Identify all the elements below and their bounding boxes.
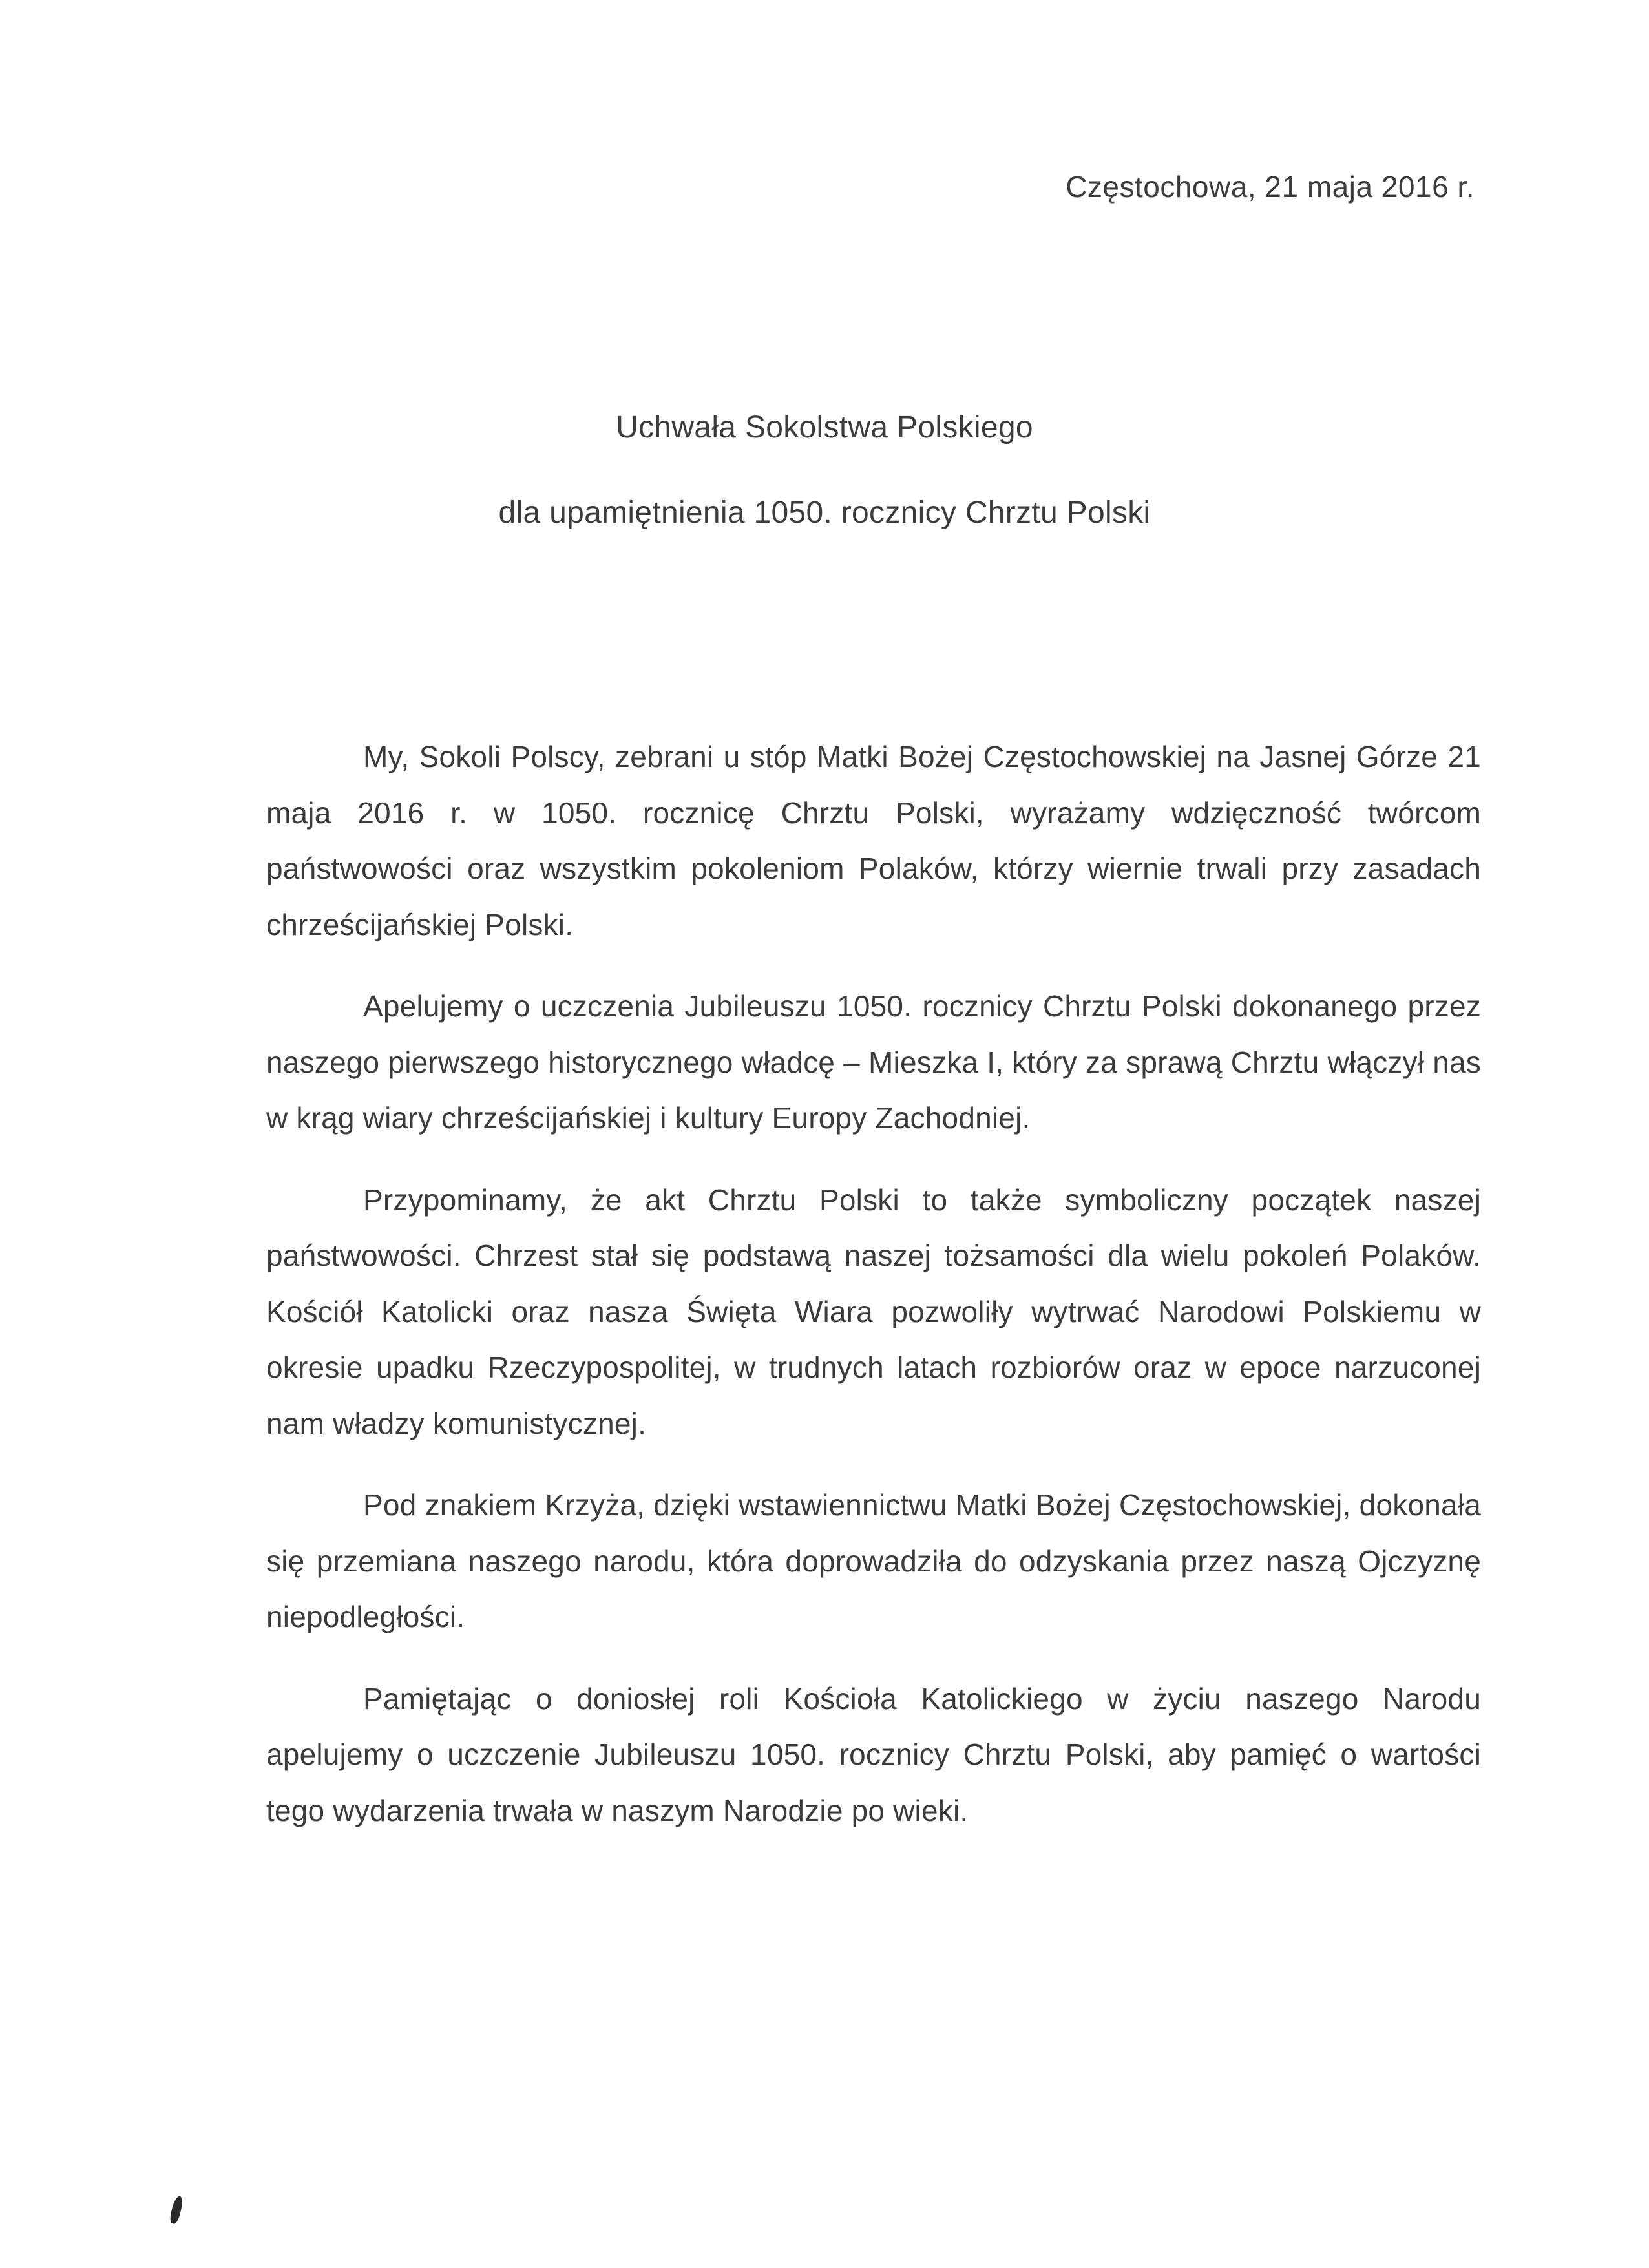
place-and-date: Częstochowa, 21 maja 2016 r. [1066, 170, 1475, 204]
ink-speck [169, 2195, 184, 2225]
paragraph-5: Pamiętając o doniosłej roli Kościoła Katolickiego w życiu naszego Narodu apelujemy o uczczenie Jubileuszu 1050. rocznicy Chrztu Polski, aby pamięć o wartości tego wydarzenia trwała w naszym Narodzie po wieki. [266, 1681, 1481, 1827]
paragraph-4: Pod znakiem Krzyża, dzięki wstawiennictwu Matki Bożej Częstochowskiej, dokonała się przemiana naszego narodu, która doprowadziła do odzyskania przez naszą Ojczyznę niepodległości. [266, 1488, 1481, 1633]
title-line-2: dla upamiętnienia 1050. rocznicy Chrztu Polski [498, 496, 1151, 530]
title-line-1: Uchwała Sokolstwa Polskiego [616, 410, 1033, 445]
paragraph-2: Apelujemy o uczczenia Jubileuszu 1050. rocznicy Chrztu Polski dokonanego przez naszego pierwszego historycznego władcę – Mieszka I, który za sprawą Chrztu włączył nas w krąg wiary chrześcijańskiej i kultury Europy Zachodniej. [266, 989, 1481, 1135]
resolution-title [0, 408, 1649, 579]
paragraph-3: Przypominamy, że akt Chrztu Polski to także symboliczny początek naszej państwowości. Chrzest stał się podstawą naszej tożsamości dla wielu pokoleń Polaków. Kościół Katolicki oraz nasza Święta Wiara pozwoliły wytrwać Narodowi Polskiemu w okresie upadku Rzeczypospolitej, w trudnych latach rozbiorów oraz w epoce narzuconej nam władzy komunistycznej. [266, 1182, 1481, 1440]
paragraph-1: My, Sokoli Polscy, zebrani u stóp Matki Bożej Częstochowskiej na Jasnej Górze 21 maja 2016 r. w 1050. rocznicę Chrztu Polski, wyrażamy wdzięczność twórcom państwowości oraz wszystkim pokoleniom Polaków, którzy wiernie trwali przy zasadach chrześcijańskiej Polski. [266, 740, 1481, 941]
resolution-body [266, 729, 1481, 1864]
